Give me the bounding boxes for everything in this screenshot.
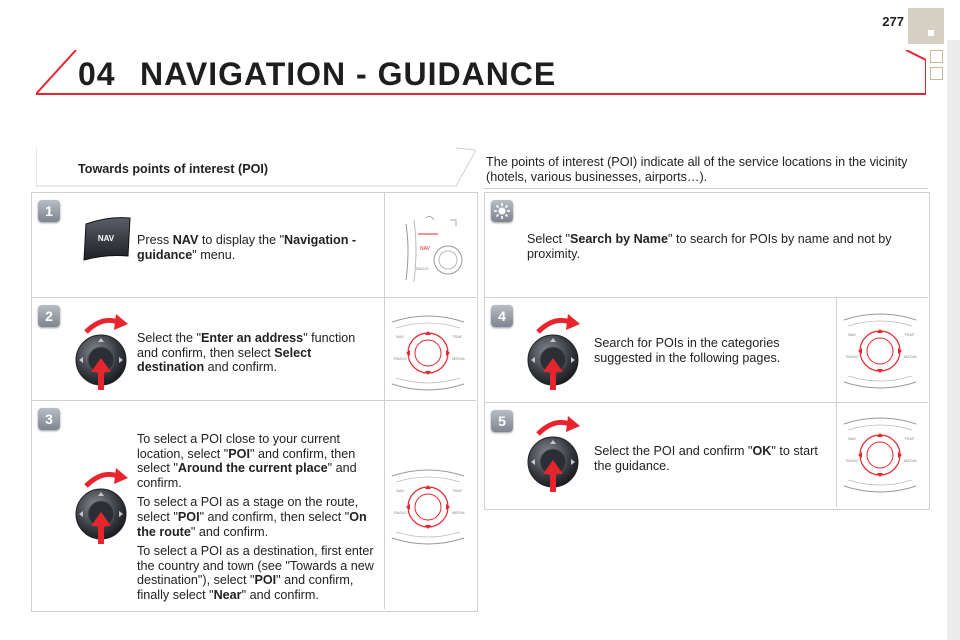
rotary-knob-icon xyxy=(72,466,142,552)
page-tab-marker xyxy=(928,30,934,36)
svg-text:TRAF: TRAF xyxy=(452,488,463,493)
svg-text:RADIO: RADIO xyxy=(846,458,859,463)
nav-key-label: NAV xyxy=(97,234,115,243)
side-strip xyxy=(947,40,960,640)
svg-text:TRAF: TRAF xyxy=(904,332,915,337)
tip-text: Select "Search by Name" to search for POIs by name and not by proximity. xyxy=(527,232,892,261)
svg-text:NAV: NAV xyxy=(848,436,856,441)
control-panel-icon xyxy=(388,310,468,396)
step-5-text: Select the POI and confirm "OK" to start the guidance. xyxy=(594,444,818,473)
svg-text:RADIO: RADIO xyxy=(416,266,429,271)
tip-sun-icon xyxy=(491,200,513,222)
svg-text:MEDIA: MEDIA xyxy=(904,354,917,359)
svg-text:MEDIA: MEDIA xyxy=(904,458,917,463)
side-box-icon xyxy=(930,67,943,80)
side-box-icon xyxy=(930,50,943,63)
control-panel-icon xyxy=(388,464,468,550)
step-badge: 2 xyxy=(38,305,60,327)
step-2-text: Select the "Enter an address" function and confirm, then select Select destination and confirm. xyxy=(137,331,356,375)
svg-text:NAV: NAV xyxy=(848,332,856,337)
nav-button-panel-icon xyxy=(396,210,468,286)
svg-text:NAV: NAV xyxy=(396,334,404,339)
control-panel-icon xyxy=(840,308,920,394)
svg-text:TRAF: TRAF xyxy=(452,334,463,339)
rotary-knob-icon xyxy=(72,312,142,398)
rotary-knob-icon xyxy=(524,414,594,500)
section-intro: The points of interest (POI) indicate all of the service locations in the vicinity (hotels, various businesses, airports…). xyxy=(486,155,908,184)
step-1-text: Press NAV to display the "Navigation - guidance" menu. xyxy=(137,233,357,262)
svg-text:RADIO: RADIO xyxy=(394,510,407,515)
step-paragraph: To select a POI as a destination, first enter the country and town (see "Towards a new destination"), select "POI" and confirm, finally select "Near" and confirm. xyxy=(137,544,374,602)
svg-text:NAV: NAV xyxy=(396,488,404,493)
svg-text:TRAF: TRAF xyxy=(904,436,915,441)
nav-key-icon xyxy=(80,214,134,264)
step-badge: 5 xyxy=(491,410,513,432)
step-badge: 1 xyxy=(38,200,60,222)
section-heading: Towards points of interest (POI) xyxy=(78,162,269,176)
step-4-text: Search for POIs in the categories suggested in the following pages. xyxy=(594,336,781,365)
step-paragraph: To select a POI as a stage on the route, select "POI" and confirm, then select "On the route" and confirm. xyxy=(137,495,367,539)
step-badge: 3 xyxy=(38,408,60,430)
control-panel-icon xyxy=(840,412,920,498)
svg-text:RADIO: RADIO xyxy=(394,356,407,361)
step-paragraph: To select a POI close to your current location, select "POI" and confirm, then select "Around the current place" and confirm. xyxy=(137,432,357,490)
page-number: 277 xyxy=(882,14,904,29)
svg-text:NAV: NAV xyxy=(420,246,430,252)
rotary-knob-icon xyxy=(524,312,594,398)
page-tab xyxy=(908,8,944,44)
chapter-number: 04 xyxy=(78,56,116,92)
svg-text:MEDIA: MEDIA xyxy=(452,356,465,361)
page-title: NAVIGATION - GUIDANCE xyxy=(140,56,557,92)
step-badge: 4 xyxy=(491,305,513,327)
step-3-text xyxy=(137,432,380,603)
svg-text:MEDIA: MEDIA xyxy=(452,510,465,515)
svg-text:RADIO: RADIO xyxy=(846,354,859,359)
